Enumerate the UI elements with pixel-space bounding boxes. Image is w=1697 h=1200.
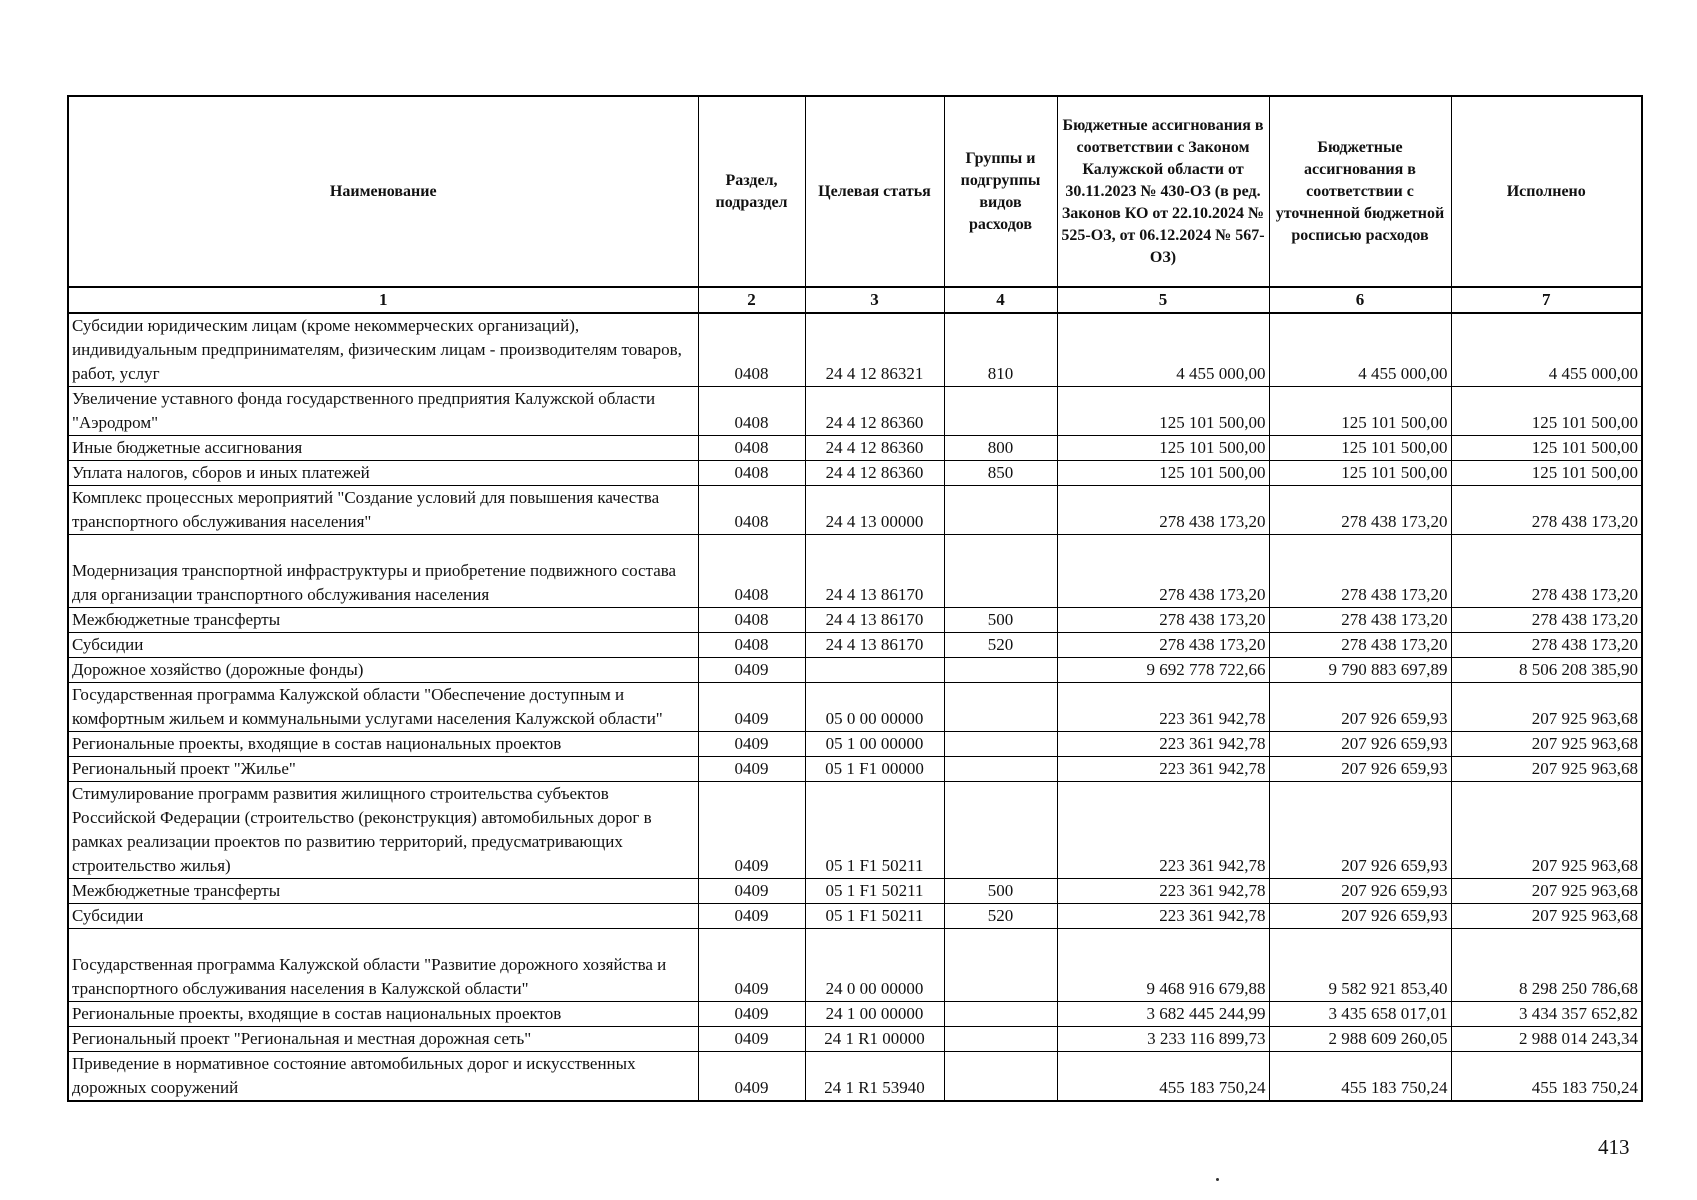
cell-refined-amount: 207 926 659,93 <box>1269 757 1451 782</box>
cell-law-amount: 278 438 173,20 <box>1057 486 1269 535</box>
cell-target: 05 1 F1 00000 <box>805 757 944 782</box>
cell-law-amount: 223 361 942,78 <box>1057 782 1269 879</box>
cell-name: Государственная программа Калужской области "Обеспечение доступным и комфортным жильем и коммунальными услугами населения Калужской области" <box>68 683 698 732</box>
cell-name: Модернизация транспортной инфраструктуры и приобретение подвижного состава для организации транспортного обслуживания населения <box>68 535 698 608</box>
cell-law-amount: 9 692 778 722,66 <box>1057 658 1269 683</box>
cell-target: 24 4 12 86360 <box>805 387 944 436</box>
page-number: 413 <box>1598 1135 1630 1159</box>
cell-name: Стимулирование программ развития жилищного строительства субъектов Российской Федерации (строительство (реконструкция) автомобильных дорог в рамках реализации проектов по развитию территорий, предусматривающих строительство жилья) <box>68 782 698 879</box>
header-law: Бюджетные ассигнования в соответствии с Законом Калужской области от 30.11.2023 № 430-ОЗ (в ред. Законов КО от 22.10.2024 № 525-ОЗ, от 06.12.2024 № 567-ОЗ) <box>1057 96 1269 287</box>
cell-law-amount: 278 438 173,20 <box>1057 608 1269 633</box>
cell-name: Межбюджетные трансферты <box>68 608 698 633</box>
cell-refined-amount: 207 926 659,93 <box>1269 683 1451 732</box>
cell-group <box>944 1027 1057 1052</box>
cell-target: 05 1 F1 50211 <box>805 904 944 929</box>
cell-executed-amount: 125 101 500,00 <box>1451 387 1642 436</box>
cell-executed-amount: 278 438 173,20 <box>1451 633 1642 658</box>
cell-section: 0409 <box>698 904 805 929</box>
cell-target: 24 1 R1 00000 <box>805 1027 944 1052</box>
table-row <box>68 732 1642 757</box>
cell-section: 0408 <box>698 633 805 658</box>
cell-refined-amount: 207 926 659,93 <box>1269 904 1451 929</box>
cell-section: 0408 <box>698 608 805 633</box>
column-number: 7 <box>1451 287 1642 313</box>
cell-law-amount: 3 682 445 244,99 <box>1057 1002 1269 1027</box>
table-row <box>68 387 1642 436</box>
cell-section: 0409 <box>698 879 805 904</box>
cell-name: Региональный проект "Жилье" <box>68 757 698 782</box>
cell-group: 850 <box>944 461 1057 486</box>
cell-target: 05 0 00 00000 <box>805 683 944 732</box>
cell-group: 520 <box>944 633 1057 658</box>
cell-section: 0409 <box>698 929 805 1002</box>
header-executed: Исполнено <box>1451 96 1642 287</box>
cell-executed-amount: 278 438 173,20 <box>1451 535 1642 608</box>
column-number-row <box>68 287 1642 313</box>
column-number: 3 <box>805 287 944 313</box>
cell-refined-amount: 278 438 173,20 <box>1269 608 1451 633</box>
cell-name: Государственная программа Калужской области "Развитие дорожного хозяйства и транспортного обслуживания населения в Калужской области" <box>68 929 698 1002</box>
cell-executed-amount: 125 101 500,00 <box>1451 436 1642 461</box>
table-row <box>68 461 1642 486</box>
cell-law-amount: 223 361 942,78 <box>1057 757 1269 782</box>
cell-group <box>944 757 1057 782</box>
cell-section: 0408 <box>698 387 805 436</box>
cell-target: 24 4 12 86360 <box>805 436 944 461</box>
table-row <box>68 486 1642 535</box>
column-number: 1 <box>68 287 698 313</box>
cell-refined-amount: 207 926 659,93 <box>1269 879 1451 904</box>
cell-name: Увеличение уставного фонда государственного предприятия Калужской области "Аэродром" <box>68 387 698 436</box>
cell-law-amount: 125 101 500,00 <box>1057 461 1269 486</box>
cell-refined-amount: 9 790 883 697,89 <box>1269 658 1451 683</box>
cell-executed-amount: 207 925 963,68 <box>1451 782 1642 879</box>
cell-executed-amount: 207 925 963,68 <box>1451 904 1642 929</box>
cell-law-amount: 223 361 942,78 <box>1057 879 1269 904</box>
cell-section: 0409 <box>698 782 805 879</box>
cell-group <box>944 683 1057 732</box>
cell-law-amount: 223 361 942,78 <box>1057 732 1269 757</box>
table-row <box>68 683 1642 732</box>
table-body <box>68 313 1642 1101</box>
cell-section: 0408 <box>698 436 805 461</box>
header-target: Целевая статья <box>805 96 944 287</box>
cell-group: 500 <box>944 608 1057 633</box>
cell-target: 24 4 12 86360 <box>805 461 944 486</box>
cell-group: 500 <box>944 879 1057 904</box>
cell-section: 0409 <box>698 1002 805 1027</box>
cell-law-amount: 455 183 750,24 <box>1057 1052 1269 1102</box>
cell-refined-amount: 278 438 173,20 <box>1269 486 1451 535</box>
cell-executed-amount: 207 925 963,68 <box>1451 683 1642 732</box>
cell-group <box>944 929 1057 1002</box>
cell-name: Уплата налогов, сборов и иных платежей <box>68 461 698 486</box>
budget-report-sheet <box>67 95 1641 1102</box>
cell-group: 800 <box>944 436 1057 461</box>
cell-name: Приведение в нормативное состояние автомобильных дорог и искусственных дорожных сооружений <box>68 1052 698 1102</box>
cell-executed-amount: 125 101 500,00 <box>1451 461 1642 486</box>
cell-refined-amount: 125 101 500,00 <box>1269 461 1451 486</box>
cell-target: 24 1 00 00000 <box>805 1002 944 1027</box>
cell-name: Субсидии юридическим лицам (кроме некоммерческих организаций), индивидуальным предпринимателям, физическим лицам - производителям товаров, работ, услуг <box>68 313 698 387</box>
table-row <box>68 633 1642 658</box>
cell-executed-amount: 207 925 963,68 <box>1451 879 1642 904</box>
cell-section: 0409 <box>698 683 805 732</box>
cell-refined-amount: 207 926 659,93 <box>1269 732 1451 757</box>
cell-target: 24 4 13 00000 <box>805 486 944 535</box>
header-row <box>68 96 1642 287</box>
cell-group <box>944 1002 1057 1027</box>
cell-section: 0409 <box>698 757 805 782</box>
scan-speck <box>1216 1178 1219 1181</box>
table-row <box>68 436 1642 461</box>
cell-group <box>944 486 1057 535</box>
table-row <box>68 535 1642 608</box>
table-row <box>68 1027 1642 1052</box>
table-row <box>68 904 1642 929</box>
header-name: Наименование <box>68 96 698 287</box>
cell-law-amount: 125 101 500,00 <box>1057 436 1269 461</box>
cell-executed-amount: 455 183 750,24 <box>1451 1052 1642 1102</box>
cell-law-amount: 278 438 173,20 <box>1057 633 1269 658</box>
header-section: Раздел, подраздел <box>698 96 805 287</box>
table-row <box>68 313 1642 387</box>
cell-group <box>944 1052 1057 1102</box>
table-row <box>68 608 1642 633</box>
cell-law-amount: 223 361 942,78 <box>1057 683 1269 732</box>
cell-name: Субсидии <box>68 904 698 929</box>
cell-section: 0409 <box>698 1027 805 1052</box>
cell-target: 24 1 R1 53940 <box>805 1052 944 1102</box>
cell-target <box>805 658 944 683</box>
column-number: 5 <box>1057 287 1269 313</box>
cell-law-amount: 3 233 116 899,73 <box>1057 1027 1269 1052</box>
cell-target: 24 4 13 86170 <box>805 535 944 608</box>
cell-law-amount: 4 455 000,00 <box>1057 313 1269 387</box>
cell-group <box>944 658 1057 683</box>
cell-law-amount: 9 468 916 679,88 <box>1057 929 1269 1002</box>
cell-refined-amount: 455 183 750,24 <box>1269 1052 1451 1102</box>
cell-target: 05 1 F1 50211 <box>805 782 944 879</box>
cell-target: 24 4 13 86170 <box>805 633 944 658</box>
cell-executed-amount: 8 298 250 786,68 <box>1451 929 1642 1002</box>
cell-target: 24 4 13 86170 <box>805 608 944 633</box>
table-row <box>68 782 1642 879</box>
cell-name: Комплекс процессных мероприятий "Создание условий для повышения качества транспортного обслуживания населения" <box>68 486 698 535</box>
table-row <box>68 1052 1642 1102</box>
cell-name: Региональные проекты, входящие в состав национальных проектов <box>68 732 698 757</box>
table-row <box>68 757 1642 782</box>
cell-target: 24 0 00 00000 <box>805 929 944 1002</box>
cell-name: Региональный проект "Региональная и местная дорожная сеть" <box>68 1027 698 1052</box>
table-row <box>68 929 1642 1002</box>
cell-name: Дорожное хозяйство (дорожные фонды) <box>68 658 698 683</box>
column-number: 4 <box>944 287 1057 313</box>
cell-executed-amount: 207 925 963,68 <box>1451 732 1642 757</box>
cell-section: 0409 <box>698 658 805 683</box>
cell-executed-amount: 2 988 014 243,34 <box>1451 1027 1642 1052</box>
cell-section: 0408 <box>698 486 805 535</box>
cell-name: Иные бюджетные ассигнования <box>68 436 698 461</box>
cell-executed-amount: 278 438 173,20 <box>1451 486 1642 535</box>
cell-refined-amount: 125 101 500,00 <box>1269 436 1451 461</box>
cell-refined-amount: 9 582 921 853,40 <box>1269 929 1451 1002</box>
cell-refined-amount: 3 435 658 017,01 <box>1269 1002 1451 1027</box>
cell-group: 810 <box>944 313 1057 387</box>
cell-name: Региональные проекты, входящие в состав национальных проектов <box>68 1002 698 1027</box>
cell-group: 520 <box>944 904 1057 929</box>
cell-group <box>944 535 1057 608</box>
cell-target: 05 1 F1 50211 <box>805 879 944 904</box>
cell-group <box>944 732 1057 757</box>
cell-law-amount: 223 361 942,78 <box>1057 904 1269 929</box>
cell-section: 0409 <box>698 1052 805 1102</box>
cell-section: 0408 <box>698 535 805 608</box>
cell-refined-amount: 2 988 609 260,05 <box>1269 1027 1451 1052</box>
cell-executed-amount: 4 455 000,00 <box>1451 313 1642 387</box>
column-number: 6 <box>1269 287 1451 313</box>
cell-section: 0408 <box>698 461 805 486</box>
cell-group <box>944 387 1057 436</box>
cell-target: 24 4 12 86321 <box>805 313 944 387</box>
budget-table <box>67 95 1643 1102</box>
header-refined: Бюджетные ассигнования в соответствии с уточненной бюджетной росписью расходов <box>1269 96 1451 287</box>
table-row <box>68 658 1642 683</box>
cell-executed-amount: 8 506 208 385,90 <box>1451 658 1642 683</box>
cell-executed-amount: 3 434 357 652,82 <box>1451 1002 1642 1027</box>
cell-group <box>944 782 1057 879</box>
column-number: 2 <box>698 287 805 313</box>
cell-section: 0408 <box>698 313 805 387</box>
cell-section: 0409 <box>698 732 805 757</box>
cell-name: Межбюджетные трансферты <box>68 879 698 904</box>
cell-refined-amount: 278 438 173,20 <box>1269 633 1451 658</box>
table-row <box>68 879 1642 904</box>
cell-refined-amount: 207 926 659,93 <box>1269 782 1451 879</box>
cell-refined-amount: 125 101 500,00 <box>1269 387 1451 436</box>
header-groups: Группы и подгруппы видов расходов <box>944 96 1057 287</box>
cell-law-amount: 125 101 500,00 <box>1057 387 1269 436</box>
cell-target: 05 1 00 00000 <box>805 732 944 757</box>
cell-law-amount: 278 438 173,20 <box>1057 535 1269 608</box>
cell-refined-amount: 4 455 000,00 <box>1269 313 1451 387</box>
cell-executed-amount: 278 438 173,20 <box>1451 608 1642 633</box>
cell-refined-amount: 278 438 173,20 <box>1269 535 1451 608</box>
table-row <box>68 1002 1642 1027</box>
cell-executed-amount: 207 925 963,68 <box>1451 757 1642 782</box>
cell-name: Субсидии <box>68 633 698 658</box>
